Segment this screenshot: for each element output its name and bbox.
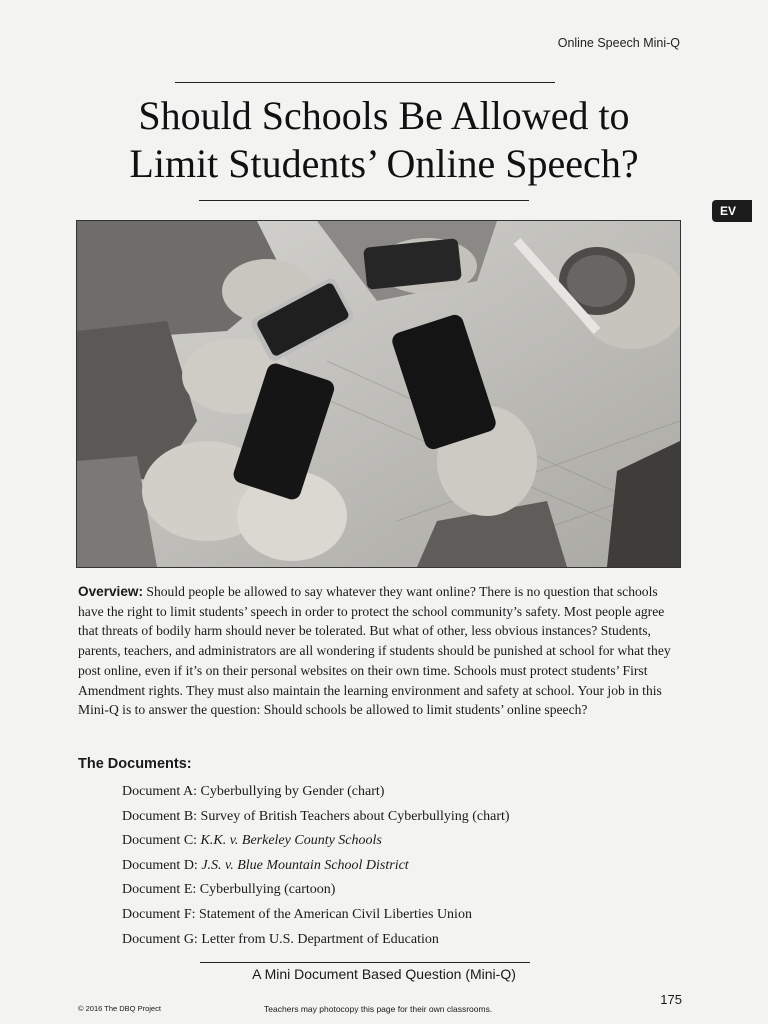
document-title: K.K. v. Berkeley County Schools: [200, 833, 382, 849]
document-prefix: Document D:: [122, 857, 202, 873]
documents-heading: The Documents:: [78, 756, 192, 772]
running-header: Online Speech Mini-Q: [557, 36, 680, 50]
title-top-rule: [175, 82, 555, 83]
footer-title: A Mini Document Based Question (Mini-Q): [252, 966, 516, 982]
document-prefix: Document G:: [122, 931, 202, 947]
document-title: Survey of British Teachers about Cyberbullying (chart): [200, 808, 510, 824]
document-prefix: Document E:: [122, 882, 200, 898]
document-title: Statement of the American Civil Liberties Union: [199, 906, 472, 922]
document-item: [122, 829, 510, 854]
document-item: [122, 928, 510, 953]
document-item: [122, 805, 510, 830]
document-title: Cyberbullying (cartoon): [199, 882, 336, 898]
hands-holding-phones-photo: [76, 220, 681, 568]
document-prefix: Document F:: [122, 906, 199, 922]
overview-text: Should people be allowed to say whatever they want online? There is no question that schools have the right to limit students’ speech in order to protect the school community’s safety. Most people agree that threats of bodily harm should never be tolerated. But what of other, less obvious instances? Students, parents, teachers, and administrators are all wondering if students should be punished at school for what they post online, even if it’s on their personal websites on their own time. Schools must protect students’ First Amendment rights. They must also maintain the learning environment and safety at school. Your job in this Mini-Q is to answer the question: Should schools be allowed to limit students’ online speech?: [78, 584, 671, 718]
document-prefix: Document C:: [122, 833, 201, 849]
ev-side-tab: EV: [712, 200, 752, 222]
page-title-line-1: Should Schools Be Allowed to: [138, 93, 630, 138]
footer-rule: [200, 962, 530, 963]
document-item: [122, 903, 510, 928]
document-prefix: Document A:: [122, 784, 201, 799]
document-item: [122, 780, 510, 805]
photocopy-notice: Teachers may photocopy this page for their own classrooms.: [264, 1004, 493, 1014]
page-title: [0, 92, 768, 188]
documents-list: [122, 780, 510, 952]
document-prefix: Document B:: [122, 808, 201, 824]
copyright-notice: © 2016 The DBQ Project: [78, 1004, 161, 1013]
page-title-line-2: Limit Students’ Online Speech?: [129, 141, 639, 186]
overview-lead: Overview:: [78, 584, 143, 599]
photo-illustration: [77, 221, 680, 567]
document-title: Cyberbullying by Gender (chart): [200, 784, 385, 799]
page-number: 175: [660, 992, 682, 1007]
document-item: [122, 878, 510, 903]
document-title: Letter from U.S. Department of Education: [201, 931, 439, 947]
title-bottom-rule: [199, 200, 529, 201]
document-item: [122, 854, 510, 879]
document-title: J.S. v. Blue Mountain School District: [201, 857, 409, 873]
overview-paragraph: [78, 582, 682, 720]
